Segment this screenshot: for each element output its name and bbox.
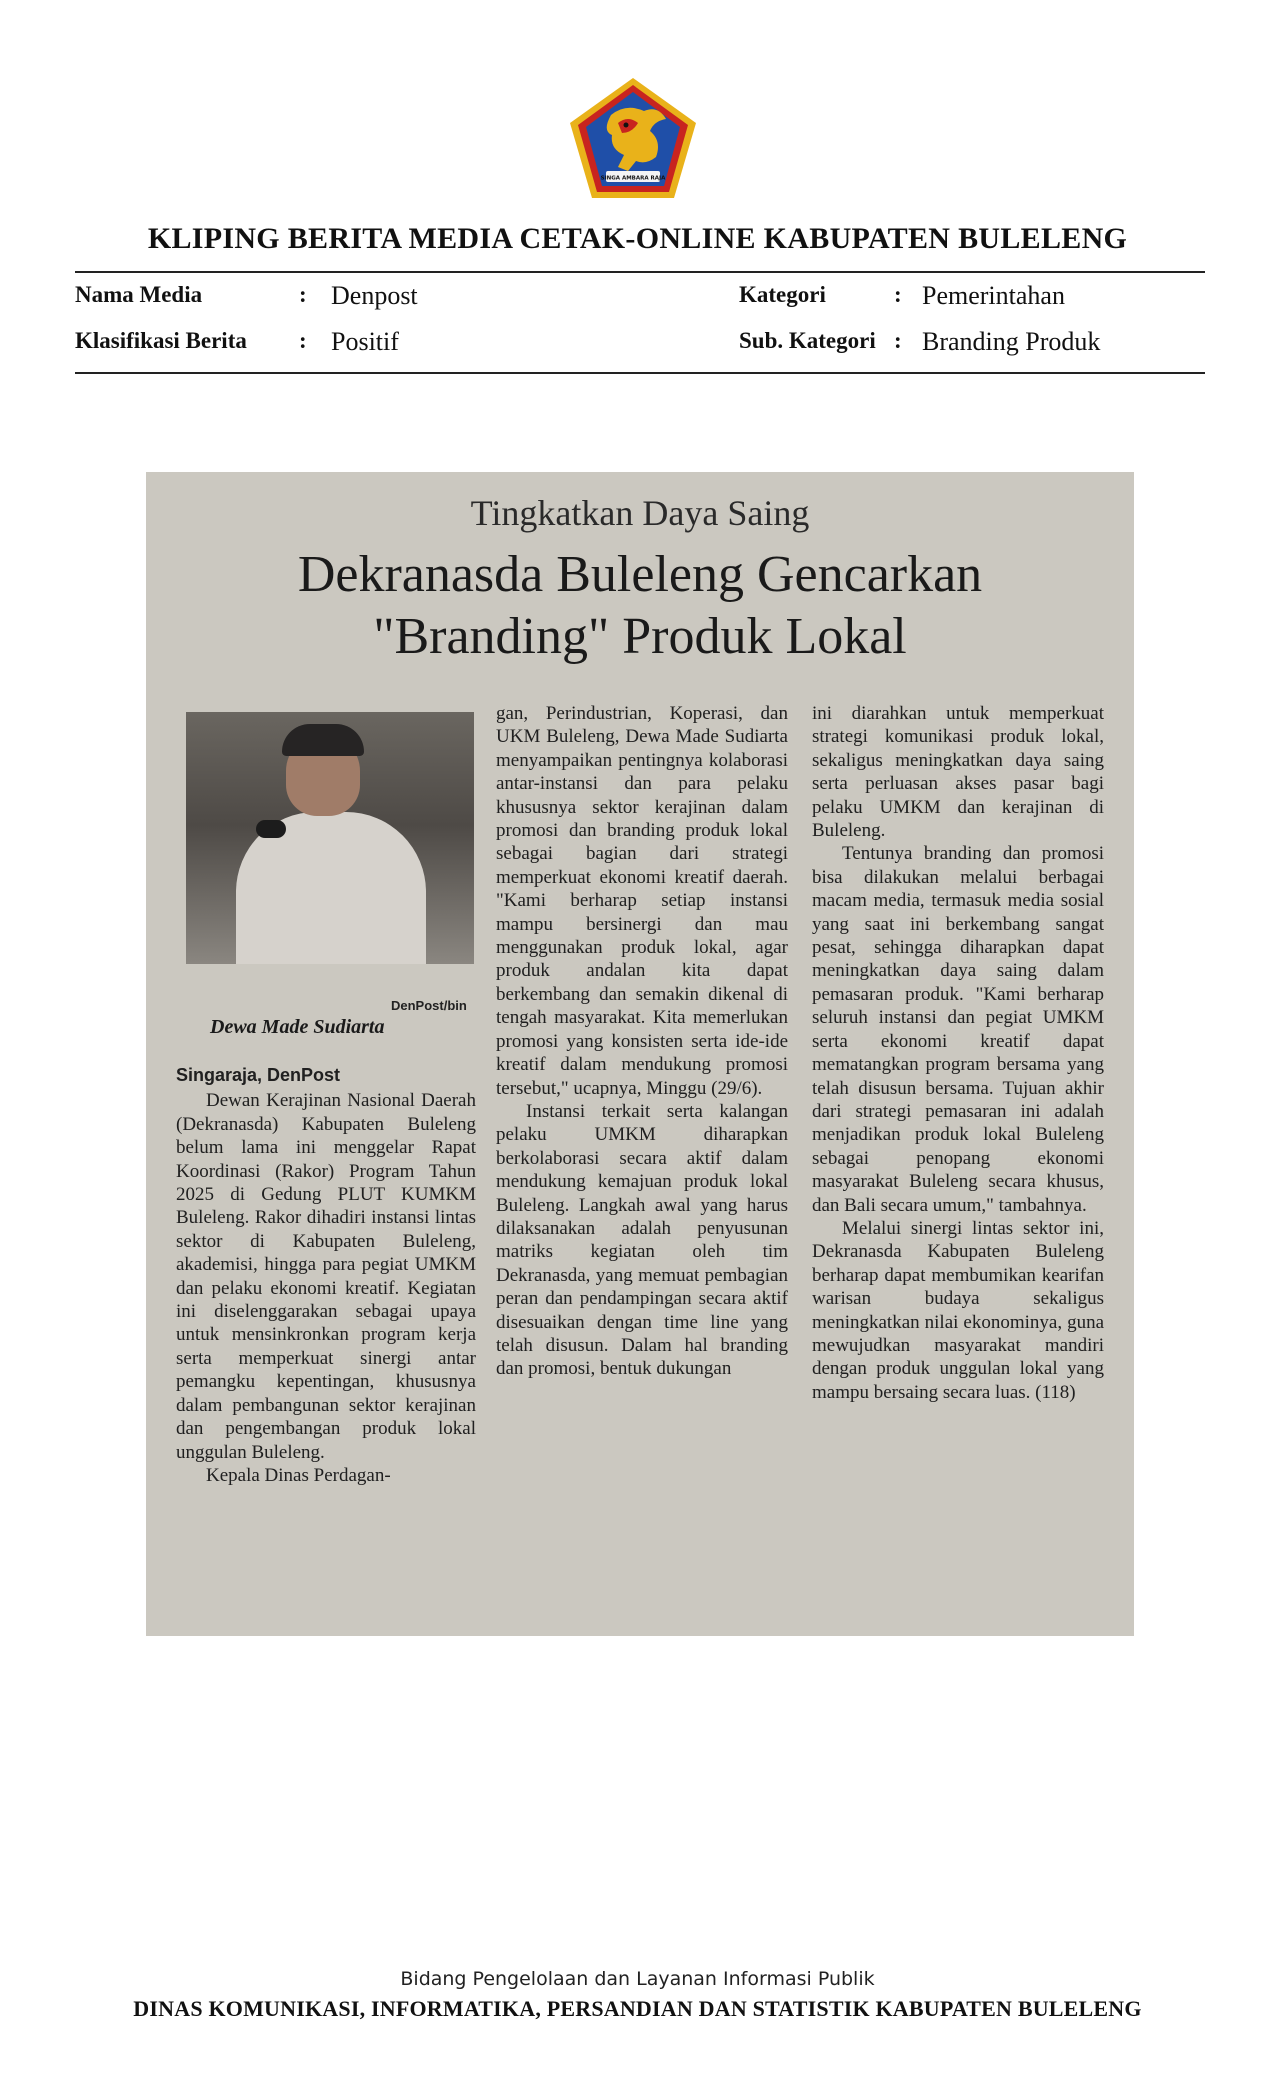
article-dateline: Singaraja, DenPost	[176, 1065, 341, 1085]
subkategori-colon: :	[894, 328, 902, 353]
buleleng-logo	[566, 75, 700, 201]
footer-agency: DINAS KOMUNIKASI, INFORMATIKA, PERSANDIAN DAN STATISTIK KABUPATEN BULELENG	[133, 1996, 1142, 2021]
page-title: KLIPING BERITA MEDIA CETAK-ONLINE KABUPATEN BULELENG	[147, 222, 1128, 255]
klasifikasi-value: Positif	[331, 327, 399, 356]
article-kicker: Tingkatkan Daya Saing	[470, 493, 810, 533]
article-headline	[146, 544, 1134, 668]
article-photo	[186, 712, 474, 964]
microphone-icon	[256, 820, 286, 838]
media-value: Denpost	[331, 281, 418, 310]
media-label: Nama Media	[75, 282, 203, 307]
subkategori-value: Branding Produk	[922, 327, 1101, 356]
media-colon: :	[299, 282, 307, 307]
photo-person-cap	[282, 724, 364, 756]
col2-paragraph: Instansi terkait serta kalangan pelaku UMKM diharapkan berkolaborasi secara aktif dalam mendukung kemajuan produk lokal Buleleng. Langkah awal yang harus dilaksanakan adalah penyusunan matriks kegiatan oleh tim Dekranasda, yang memuat pembagian peran dan pendampingan secara aktif disesuaikan dengan time line yang telah disusun. Dalam hal branding dan promosi, bentuk dukungan	[496, 1100, 788, 1380]
kategori-label: Kategori	[739, 282, 826, 307]
headline-line-1: Dekranasda Buleleng Gencarkan	[297, 546, 983, 603]
meta-bottom-rule	[75, 372, 1205, 374]
klasifikasi-colon: :	[299, 328, 307, 353]
col3-paragraph: Tentunya branding dan promosi bisa dilakukan melalui berbagai macam media, termasuk media sosial yang saat ini berkembang sangat pesat, sehingga diharapkan dapat meningkatkan daya saing dalam pemasaran produk. "Kami berharap seluruh instansi dan pegiat UMKM serta ekonomi kreatif dapat mematangkan program bersama yang telah disusun bersama. Tujuan akhir dari strategi pemasaran ini adalah menjadikan produk lokal Buleleng sebagai penopang ekonomi masyarakat Buleleng secara khusus, dan Bali secara umum," tambahnya.	[812, 843, 1104, 1216]
headline-line-2: "Branding" Produk Lokal	[373, 608, 907, 665]
newspaper-clipping	[146, 472, 1134, 1636]
col1-paragraph: Kepala Dinas Perdagan-	[206, 1464, 391, 1486]
article-column-1	[176, 1064, 476, 1487]
subkategori-label: Sub. Kategori	[739, 328, 876, 353]
photo-credit: DenPost/bin	[391, 998, 467, 1013]
col1-paragraph: Dewan Kerajinan Nasional Daerah (Dekranasda) Kabupaten Buleleng belum lama ini menggelar Rapat Koordinasi (Rakor) Program Tahun 2025 di Gedung PLUT KUMKM Buleleng. Rakor dihadiri instansi lintas sektor di Kabupaten Buleleng, akademisi, hingga para pegiat UMKM dan pelaku ekonomi kreatif. Kegiatan ini diselenggarakan sebagai upaya untuk mensinkronkan program kerja serta memperkuat sinergi antar pemangku kepentingan, khususnya dalam pembangunan sektor kerajinan dan pengembangan produk lokal unggulan Buleleng.	[176, 1090, 476, 1463]
logo-motto: SINGA AMBARA RAJA	[600, 175, 666, 182]
top-rule	[75, 271, 1205, 273]
article-column-3	[812, 702, 1104, 1404]
kategori-colon: :	[894, 282, 902, 307]
footer-department: Bidang Pengelolaan dan Layanan Informasi Publik	[400, 1968, 875, 1990]
article-column-2	[496, 702, 788, 1381]
kategori-value: Pemerintahan	[922, 281, 1065, 310]
klasifikasi-label: Klasifikasi Berita	[75, 328, 247, 353]
col3-paragraph: ini diarahkan untuk memperkuat strategi komunikasi produk lokal, sekaligus meningkatkan daya saing serta perluasan akses pasar bagi pelaku UMKM dan kerajinan di Buleleng.	[812, 703, 1104, 842]
photo-caption: Dewa Made Sudiarta	[210, 1016, 385, 1038]
col3-paragraph: Melalui sinergi lintas sektor ini, Dekranasda Kabupaten Buleleng berharap dapat membumikan kearifan warisan budaya sekaligus meningkatkan nilai ekonominya, guna mewujudkan masyarakat mandiri dengan produk unggulan lokal yang mampu bersaing secara luas. (118)	[812, 1217, 1104, 1403]
col2-paragraph: gan, Perindustrian, Koperasi, dan UKM Buleleng, Dewa Made Sudiarta menyampaikan pentingnya kolaborasi antar-instansi dan para pelaku khususnya sektor kerajinan dalam promosi dan branding produk lokal sebagai bagian dari strategi memperkuat ekonomi kreatif daerah. "Kami berharap setiap instansi mampu bersinergi dan mau menggunakan produk lokal, agar produk andalan kita dapat berkembang dan semakin dikenal di tengah masyarakat. Kita memerlukan promosi yang konsisten serta ide-ide kreatif dalam mendukung promosi tersebut," ucapnya, Minggu (29/6).	[496, 703, 788, 1099]
